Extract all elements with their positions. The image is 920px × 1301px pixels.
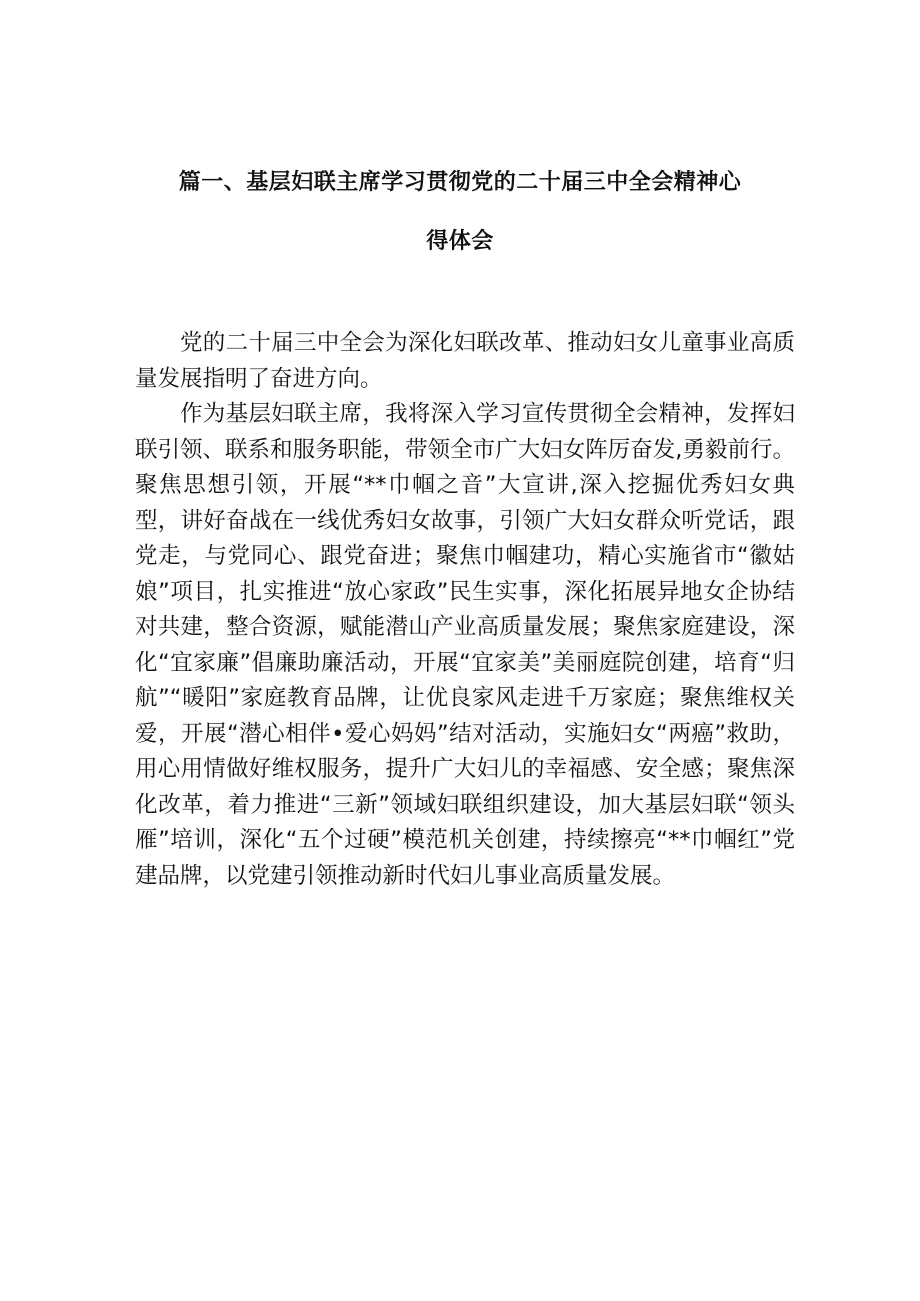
paragraph: 党的二十届三中全会为深化妇联改革、推动妇女儿童事业高质量发展指明了奋进方向。 <box>135 330 795 392</box>
document-title-line-2: 得体会 <box>426 229 494 254</box>
paragraph: 作为基层妇联主席，我将深入学习宣传贯彻全会精神，发挥妇联引领、联系和服务职能，带领全市广大妇女阵厉奋发,勇毅前行。聚焦思想引领，开展“**巾帼之音”大宣讲,深入挖掘优秀妇女典型，讲好奋战在一线优秀妇女故事，引领广大妇女群众听党话，跟党走，与党同心、跟党奋进；聚焦巾帼建功，精心实施省市“徽姑娘”项目，扎实推进“放心家政”民生实事，深化拓展异地女企协结对共建，整合资源，赋能潜山产业高质量发展；聚焦家庭建设，深化“宜家廉”倡廉助廉活动，开展“宜家美”美丽庭院创建，培育“归航”“暖阳”家庭教育品牌，让优良家风走进千万家庭；聚焦维权关爱，开展“潜心相伴•爱心妈妈”结对活动，实施妇女“两癌”救助，用心用情做好维权服务，提升广大妇儿的幸福感、安全感；聚焦深化改革，着力推进“三新”领域妇联组织建设，加大基层妇联“领头雁”培训，深化“五个过硬”模范机关创建，持续擦亮“**巾帼红”党建品牌，以党建引领推动新时代妇儿事业高质量发展。 <box>135 401 795 889</box>
document-title-line-1: 篇一、基层妇联主席学习贯彻党的二十届三中全会精神心 <box>178 170 742 195</box>
document-body <box>135 326 795 894</box>
